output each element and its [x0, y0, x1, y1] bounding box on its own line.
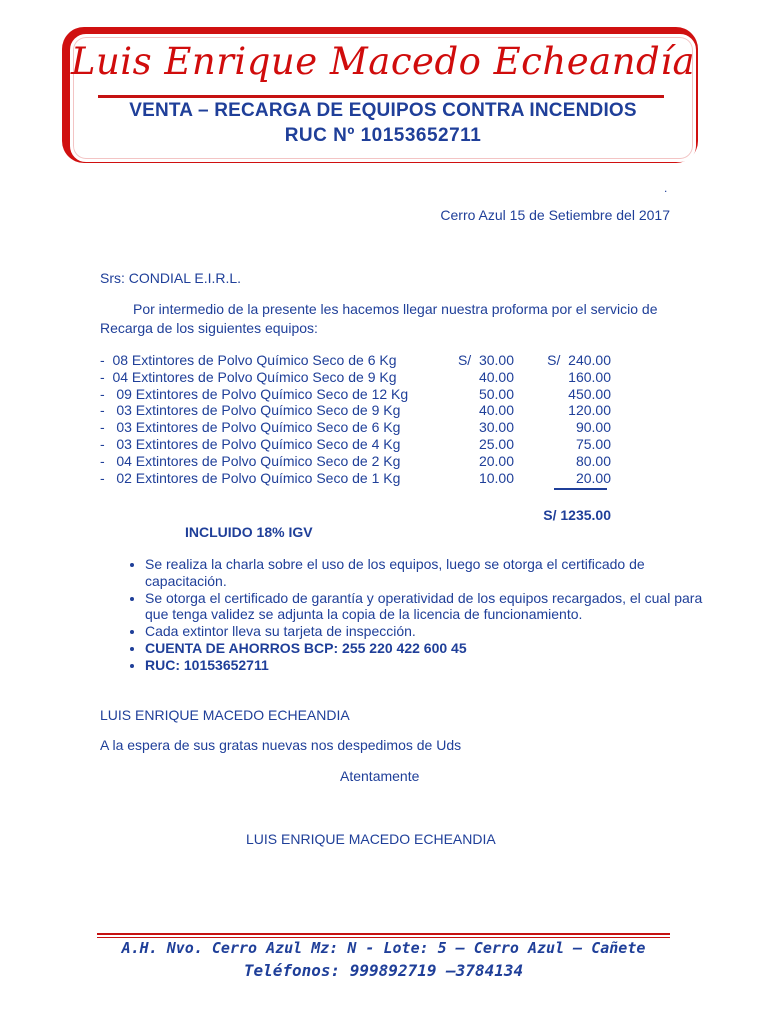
sender-name: LUIS ENRIQUE MACEDO ECHEANDIA [100, 707, 350, 723]
recipient: Srs: CONDIAL E.I.R.L. [100, 270, 242, 286]
footer-phones: Teléfonos: 999892719 –3784134 [243, 961, 524, 980]
item-unit-price: 25.00 [478, 435, 514, 452]
item-description: - 03 Extintores de Polvo Químico Seco de 9 Kg [100, 402, 401, 419]
business-description: VENTA – RECARGA DE EQUIPOS CONTRA INCENDIOS [129, 100, 637, 121]
quote-items [100, 352, 620, 486]
item-total: 450.00 [568, 385, 611, 402]
item-description: - 09 Extintores de Polvo Químico Seco de 12 Kg [100, 385, 409, 402]
item-unit-price: 30.00 [478, 419, 514, 436]
item-unit-price: S/ 30.00 [457, 352, 514, 368]
footer-address: A.H. Nvo. Cerro Azul Mz: N - Lote: 5 – Cerro Azul – Cañete [121, 939, 646, 957]
bank-account: • CUENTA DE AHORROS BCP: 255 220 422 600 45 [145, 640, 705, 657]
footer-divider [97, 933, 670, 935]
item-description: - 04 Extintores de Polvo Químico Seco de 9 Kg [100, 368, 397, 385]
document-date: Cerro Azul 15 de Setiembre del 2017 [440, 207, 670, 223]
closing: Atentamente [340, 768, 420, 784]
company-name: Luis Enrique Macedo Echeandía [70, 40, 696, 83]
item-total: 20.00 [575, 469, 611, 486]
item-unit-price: 20.00 [478, 452, 514, 469]
header-divider [98, 95, 664, 98]
sum-underline [554, 488, 607, 490]
item-total: 75.00 [575, 435, 611, 452]
intro-paragraph: Por intermedio de la presente les hacemos llegar nuestra proforma por el servicio de Recarga de los siguientes equipos: [100, 301, 658, 336]
item-unit-price: 50.00 [478, 385, 514, 402]
list-item: • Se otorga el certificado de garantía y operatividad de los equipos recargados, el cual para que tenga validez se adjunta la copia de la licencia de funcionamiento. [145, 590, 705, 624]
list-item [100, 386, 620, 403]
item-description: - 03 Extintores de Polvo Químico Seco de 6 Kg [100, 419, 401, 436]
conditions-list [118, 556, 705, 674]
list-item [100, 419, 620, 436]
item-unit-price: 40.00 [478, 368, 514, 385]
list-item: • Cada extintor lleva su tarjeta de inspección. [145, 623, 705, 640]
list-item [100, 369, 620, 386]
list-item [100, 402, 620, 419]
item-description: - 04 Extintores de Polvo Químico Seco de 2 Kg [100, 452, 401, 469]
signature-name: LUIS ENRIQUE MACEDO ECHEANDIA [246, 831, 496, 847]
list-item [100, 436, 620, 453]
ruc-line: • RUC: 10153652711 [145, 657, 705, 674]
item-total: 90.00 [575, 419, 611, 436]
item-description: - 03 Extintores de Polvo Químico Seco de 4 Kg [100, 435, 401, 452]
grand-total: S/ 1235.00 [543, 507, 611, 523]
list-item: • Se realiza la charla sobre el uso de los equipos, luego se otorga el certificado de capacitación. [145, 556, 705, 590]
item-unit-price: 40.00 [478, 402, 514, 419]
footer-divider-thin [97, 937, 670, 938]
list-item [100, 470, 620, 487]
item-description: - 02 Extintores de Polvo Químico Seco de 1 Kg [100, 469, 401, 486]
item-unit-price: 10.00 [478, 469, 514, 486]
item-total: 80.00 [575, 452, 611, 469]
stray-dot: . [664, 181, 668, 195]
ruc-number: RUC Nº 10153652711 [284, 125, 482, 146]
farewell: A la espera de sus gratas nuevas nos despedimos de Uds [100, 737, 462, 753]
item-description: - 08 Extintores de Polvo Químico Seco de 6 Kg [100, 352, 397, 368]
list-item [100, 453, 620, 470]
list-item [100, 352, 620, 369]
tax-note: INCLUIDO 18% IGV [185, 524, 313, 540]
item-total: 160.00 [568, 368, 611, 385]
item-total: 120.00 [568, 402, 611, 419]
item-total: S/ 240.00 [547, 352, 611, 368]
